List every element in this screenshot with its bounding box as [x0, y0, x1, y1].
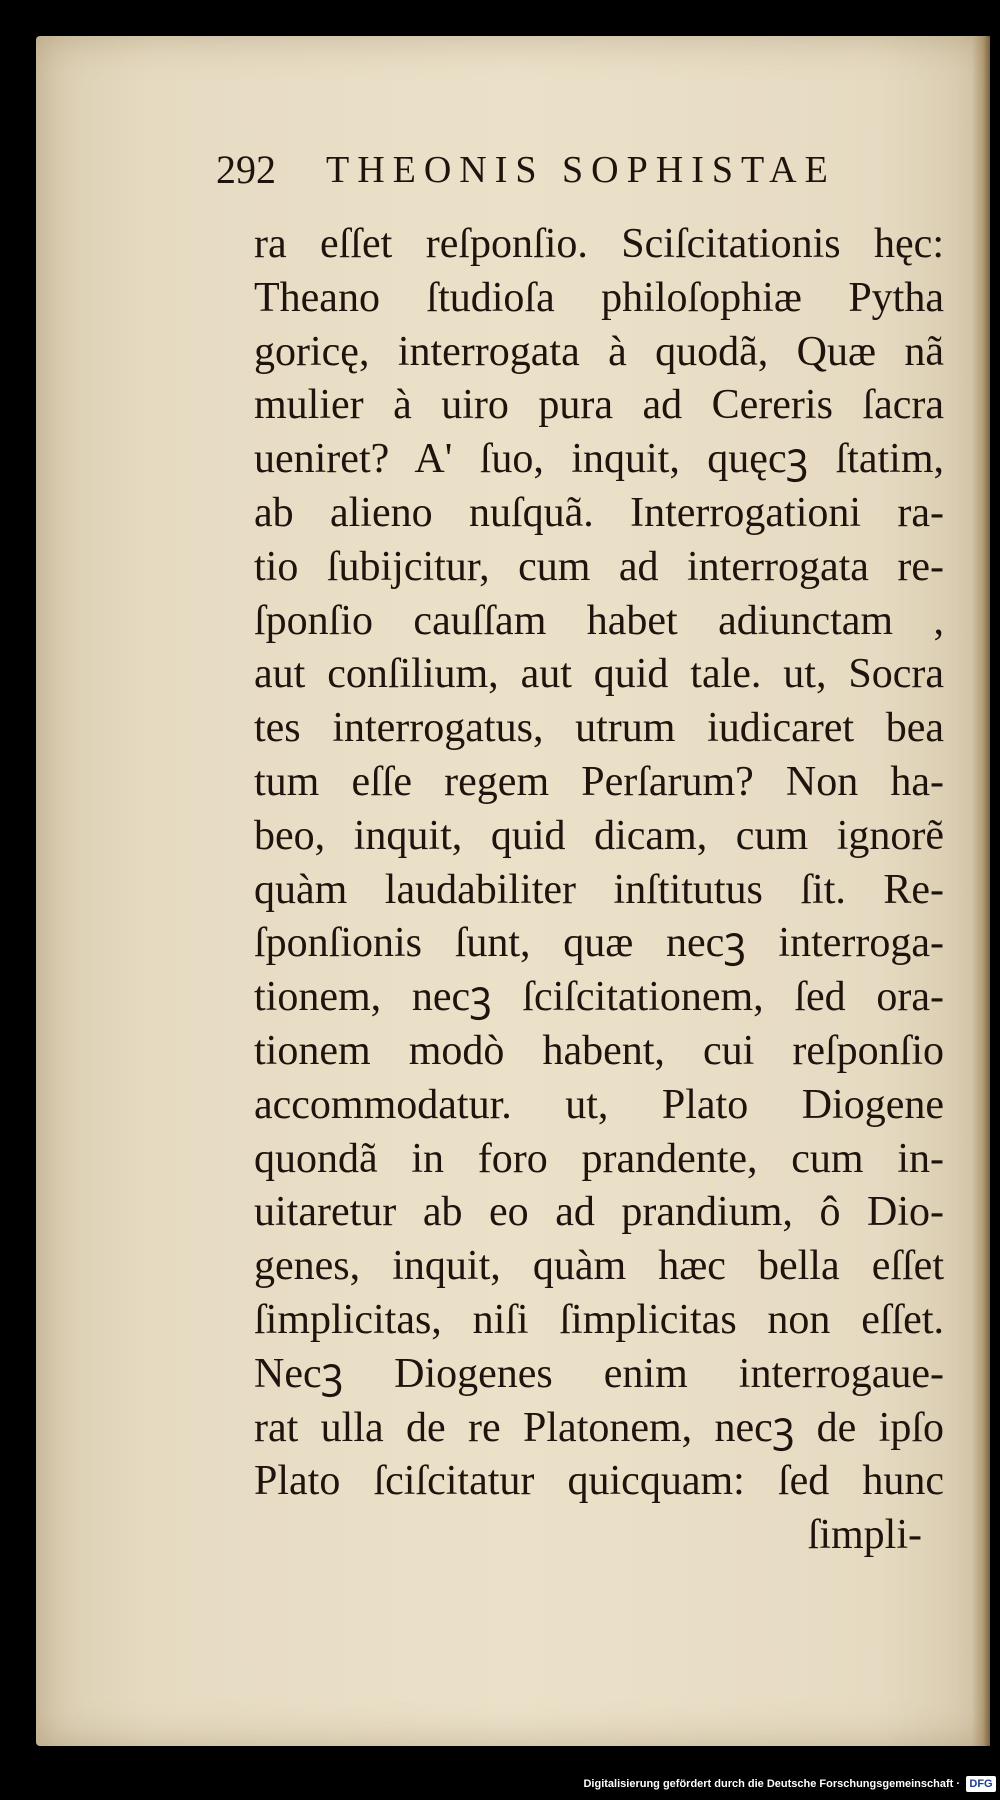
text-line: genes, inquit, quàm hæc bella eſſet: [254, 1243, 944, 1290]
page-header: [216, 146, 936, 206]
text-line: ueniret? A' ſuo, inquit, quęcꝫ ſtatim,: [254, 436, 944, 483]
text-line: ſimplicitas, niſi ſimplicitas non eſſet.: [254, 1296, 944, 1343]
body-text: [254, 218, 944, 1563]
text-line: quàm laudabiliter inſtitutus ſit. Re-: [254, 866, 944, 913]
text-line: tionem, necꝫ ſciſcitationem, ſed ora-: [254, 974, 944, 1021]
text-line: tionem modò habent, cui reſponſio: [254, 1027, 944, 1074]
text-line: Plato ſciſcitatur quicquam: ſed hunc: [254, 1458, 944, 1505]
text-line: ab alieno nuſquã. Interrogationi ra-: [254, 489, 944, 536]
text-line: Theano ſtudioſa philoſophiæ Pytha: [254, 274, 944, 321]
text-line: aut conſilium, aut quid tale. ut, Socra: [254, 651, 944, 698]
book-page: [36, 36, 990, 1746]
text-line: beo, inquit, quid dicam, cum ignorẽ: [254, 812, 944, 859]
text-line: ſponſionis ſunt, quæ necꝫ interroga-: [254, 920, 944, 967]
text-line: accommodatur. ut, Plato Diogene: [254, 1081, 944, 1128]
text-line: ra eſſet reſponſio. Sciſcitationis hęc:: [254, 221, 944, 267]
footer-bar: [0, 1772, 1000, 1800]
text-line: Necꝫ Diogenes enim interrogaue-: [254, 1350, 944, 1397]
text-line: ſponſio cauſſam habet adiunctam ,: [254, 597, 944, 644]
catchword: ſimpli-: [807, 1512, 922, 1559]
text-line: goricę, interrogata à quodã, Quæ nã: [254, 328, 944, 375]
text-line: tum eſſe regem Perſarum? Non ha-: [254, 758, 944, 805]
page-edge-shadow: [972, 36, 990, 1746]
running-title: THEONIS SOPHISTAE: [326, 149, 836, 191]
text-line: uitaretur ab eo ad prandium, ô Dio-: [254, 1189, 944, 1236]
text-line: tes interrogatus, utrum iudicaret bea: [254, 705, 944, 752]
dfg-logo: DFG: [966, 1776, 996, 1792]
text-line: mulier à uiro pura ad Cereris ſacra: [254, 382, 944, 429]
page-number: 292: [216, 147, 276, 192]
text-line: quondã in foro prandente, cum in-: [254, 1135, 944, 1182]
funding-note: Digitalisierung gefördert durch die Deutsche Forschungsgemeinschaft ·: [583, 1778, 960, 1790]
text-line: rat ulla de re Platonem, necꝫ de ipſo: [254, 1404, 944, 1451]
text-line: tio ſubijcitur, cum ad interrogata re-: [254, 543, 944, 590]
